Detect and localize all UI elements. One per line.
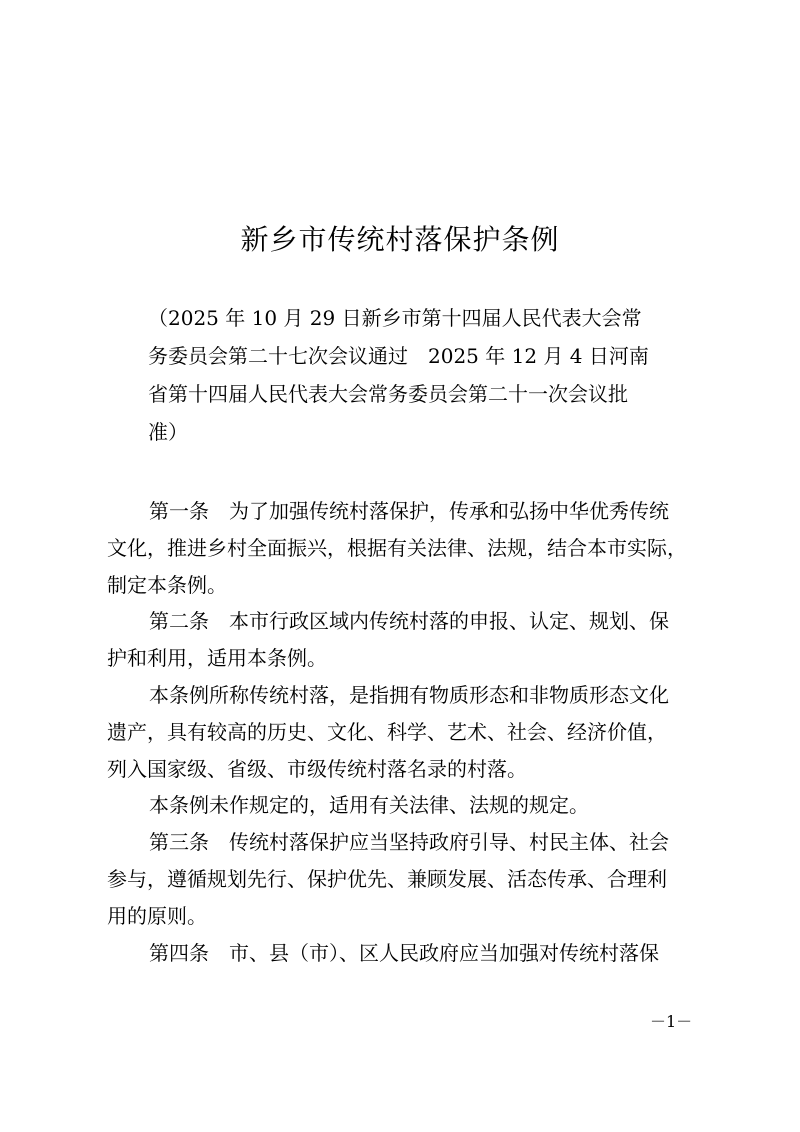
page-number: －1－ (650, 1012, 693, 1031)
adoption-note-line: 省第十四届人民代表大会常务委员会第二十一次会议批 (148, 382, 628, 406)
article-1-line: 第一条 为了加强传统村落保护，传承和弘扬中华优秀传统 (149, 499, 669, 523)
document-body (107, 493, 707, 971)
adoption-note-line: 准） (148, 420, 188, 444)
article-2-paragraph-2-line: 列入国家级、省级、市级传统村落名录的村落。 (107, 756, 527, 781)
article-2-paragraph-2-line: 本条例所称传统村落，是指拥有物质形态和非物质形态文化 (149, 682, 669, 707)
adoption-note (148, 299, 668, 451)
adoption-note-line: 务委员会第二十七次会议通过 2025 年 12 月 4 日河南 (148, 344, 649, 368)
article-2-line: 护和利用，适用本条例。 (107, 646, 327, 671)
article-2-paragraph-3-line: 本条例未作规定的，适用有关法律、法规的规定。 (149, 793, 589, 818)
article-2-line: 第二条 本市行政区域内传统村落的申报、认定、规划、保 (149, 609, 669, 634)
adoption-note-line: （2025 年 10 月 29 日新乡市第十四届人民代表大会常 (148, 306, 642, 330)
article-3-line: 第三条 传统村落保护应当坚持政府引导、村民主体、社会 (149, 830, 669, 855)
article-3-line: 参与，遵循规划先行、保护优先、兼顾发展、活态传承、合理利 (107, 866, 667, 891)
article-1-line: 制定本条例。 (107, 572, 227, 597)
article-4-line: 第四条 市、县（市）、区人民政府应当加强对传统村落保 (149, 940, 659, 965)
article-2-paragraph-2-line: 遗产，具有较高的历史、文化、科学、艺术、社会、经济价值， (107, 719, 667, 744)
document-title: 新乡市传统村落保护条例 (240, 223, 560, 256)
article-3-line: 用的原则。 (107, 903, 207, 928)
article-1-line: 文化，推进乡村全面振兴，根据有关法律、法规，结合本市实际， (107, 535, 687, 560)
